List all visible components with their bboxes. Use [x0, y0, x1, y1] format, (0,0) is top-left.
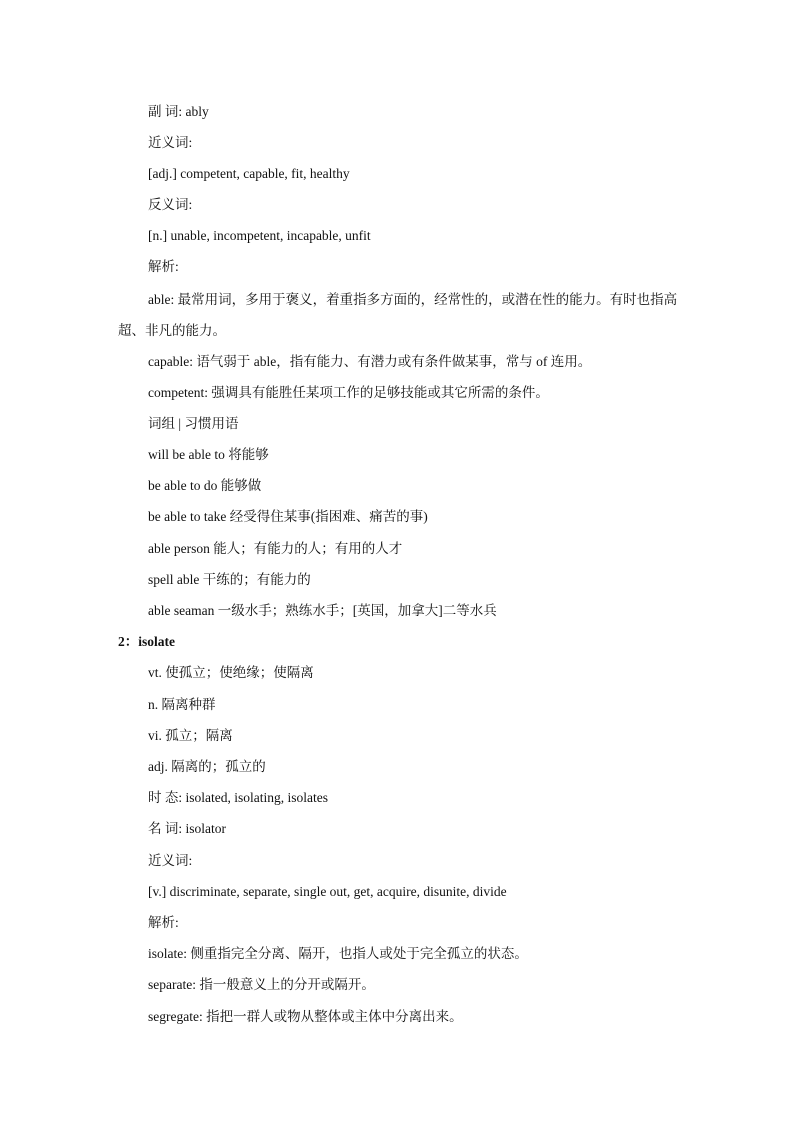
phrase-item: able person 能人；有能力的人；有用的人才 [148, 541, 403, 556]
sense-line: adj. 隔离的；孤立的 [148, 759, 266, 774]
synonyms-line: [adj.] competent, capable, fit, healthy [148, 166, 350, 181]
analysis-label: 解析: [148, 915, 179, 930]
phrase-item: will be able to 将能够 [148, 447, 269, 462]
analysis-label: 解析: [148, 259, 179, 274]
antonyms-label: 反义词: [148, 197, 193, 212]
sense-line: vi. 孤立；隔离 [148, 728, 233, 743]
analysis-able: able: 最常用词，多用于褒义，着重指多方面的，经常性的，或潜在性的能力。有时也指高超、非凡的能力。 [118, 292, 678, 338]
sense-line: vt. 使孤立；使绝缘；使隔离 [148, 665, 314, 680]
synonyms-line: [v.] discriminate, separate, single out, get, acquire, disunite, divide [148, 884, 507, 899]
analysis-capable: capable: 语气弱于 able，指有能力、有潜力或有条件做某事，常与 of 连用。 [148, 354, 592, 369]
adverb-line: 副 词: ably [148, 104, 209, 119]
phrases-label: 词组 | 习惯用语 [148, 416, 239, 431]
sense-line: n. 隔离种群 [148, 697, 216, 712]
synonyms-label: 近义词: [148, 135, 193, 150]
analysis-separate: separate: 指一般意义上的分开或隔开。 [148, 977, 375, 992]
analysis-competent: competent: 强调具有能胜任某项工作的足够技能或其它所需的条件。 [148, 385, 549, 400]
analysis-segregate: segregate: 指把一群人或物从整体或主体中分离出来。 [148, 1009, 463, 1024]
synonyms-label: 近义词: [148, 853, 193, 868]
entry-heading-isolate: 2：isolate [118, 634, 175, 649]
noun-line: 名 词: isolator [148, 821, 226, 836]
analysis-isolate: isolate: 侧重指完全分离、隔开，也指人或处于完全孤立的状态。 [148, 946, 528, 961]
tenses-line: 时 态: isolated, isolating, isolates [148, 790, 328, 805]
phrase-item: able seaman 一级水手；熟练水手；[英国，加拿大]二等水兵 [148, 603, 497, 618]
antonyms-line: [n.] unable, incompetent, incapable, unfit [148, 228, 371, 243]
phrase-item: spell able 干练的；有能力的 [148, 572, 311, 587]
phrase-item: be able to take 经受得住某事(指困难、痛苦的事) [148, 509, 428, 524]
phrase-item: be able to do 能够做 [148, 478, 262, 493]
